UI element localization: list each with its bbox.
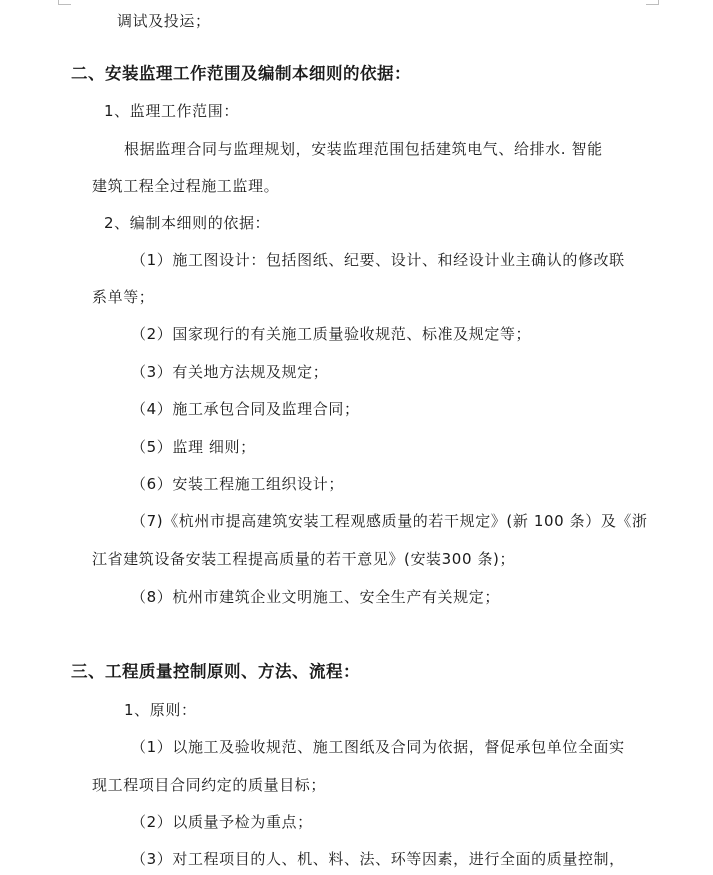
list-item: （3）有关地方法规及规定； bbox=[131, 363, 329, 381]
subsection-heading: 1、原则： bbox=[124, 701, 197, 719]
list-item: （2）国家现行的有关施工质量验收规范、标准及规定等； bbox=[131, 325, 532, 343]
paragraph-line: 根据监理合同与监理规划，安装监理范围包括建筑电气、给排水. 智能 bbox=[124, 140, 603, 158]
list-item: （8）杭州市建筑企业文明施工、安全生产有关规定； bbox=[131, 588, 500, 606]
list-item-continuation: 江省建筑设备安装工程提高质量的若干意见》(安装300 条)； bbox=[92, 550, 516, 568]
list-item: （7)《杭州市提高建筑安装工程观感质量的若干规定》(新 100 条）及《浙 bbox=[131, 512, 648, 530]
paragraph-line: 建筑工程全过程施工监理。 bbox=[92, 177, 280, 195]
list-item: （1）以施工及验收规范、施工图纸及合同为依据，督促承包单位全面实 bbox=[131, 738, 625, 756]
list-item: （3）对工程项目的人、机、料、法、环等因素，进行全面的质量控制， bbox=[131, 850, 625, 868]
subsection-heading: 2、编制本细则的依据： bbox=[104, 214, 271, 232]
section-heading: 二、安装监理工作范围及编制本细则的依据： bbox=[71, 64, 411, 83]
list-item-continuation: 系单等； bbox=[92, 288, 155, 306]
subsection-heading: 1、监理工作范围： bbox=[104, 102, 239, 120]
list-item: （5）监理 细则； bbox=[131, 438, 256, 456]
list-item-continuation: 现工程项目合同约定的质量目标； bbox=[92, 776, 327, 794]
list-item: （1）施工图设计：包括图纸、纪要、设计、和经设计业主确认的修改联 bbox=[131, 251, 625, 269]
section-heading: 三、工程质量控制原则、方法、流程： bbox=[71, 662, 360, 681]
page-corner-mark-right bbox=[646, 0, 659, 5]
list-item: （6）安装工程施工组织设计； bbox=[131, 475, 344, 493]
text-line: 调试及投运； bbox=[117, 12, 211, 30]
list-item: （2）以质量予检为重点； bbox=[131, 813, 313, 831]
page-corner-mark-left bbox=[58, 0, 71, 5]
list-item: （4）施工承包合同及监理合同； bbox=[131, 400, 360, 418]
